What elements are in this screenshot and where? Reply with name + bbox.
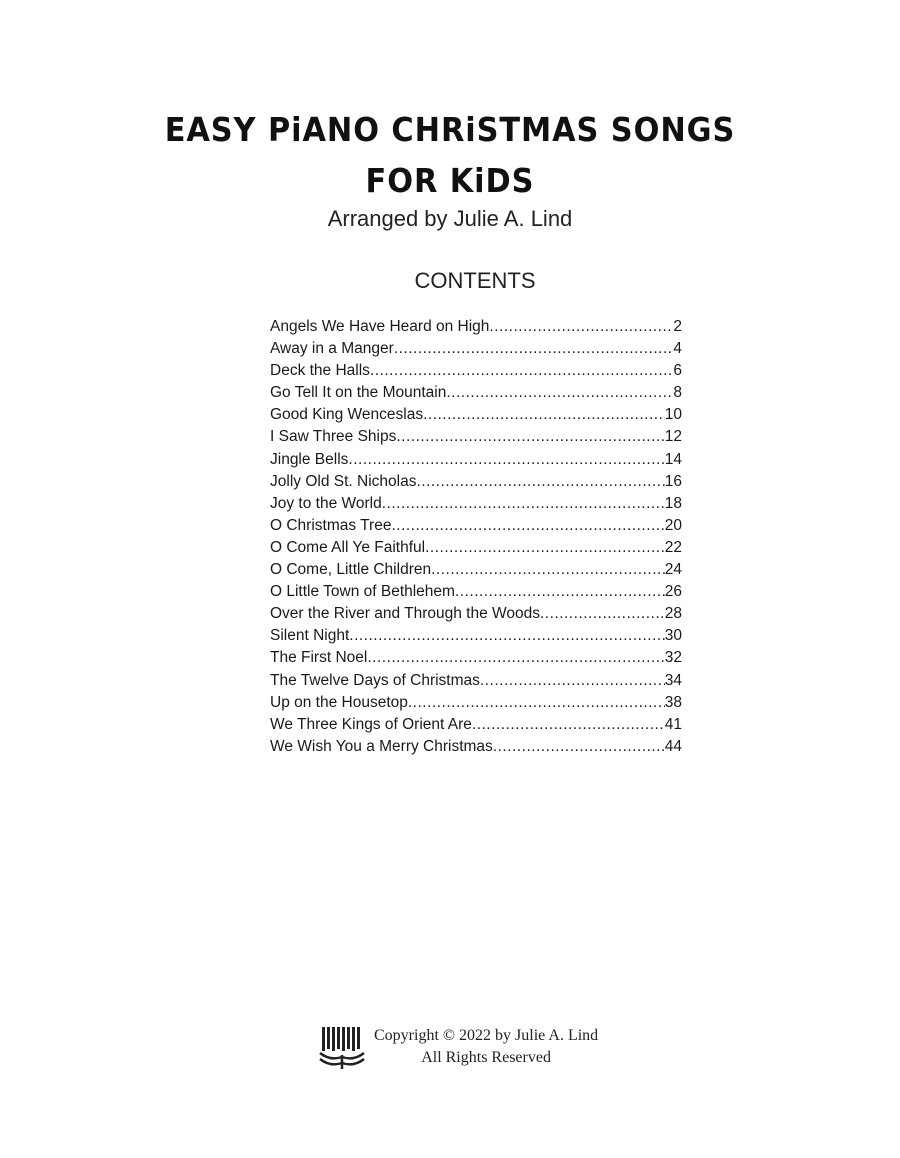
- table-of-contents: [270, 316, 682, 758]
- toc-entry-page: 28: [664, 605, 682, 623]
- toc-dot-leader: [455, 581, 665, 603]
- toc-dot-leader: [394, 338, 674, 360]
- toc-entry: [270, 603, 682, 625]
- toc-entry-page: 20: [664, 516, 682, 534]
- contents-heading: CONTENTS: [414, 268, 536, 293]
- toc-entry-page: 10: [664, 406, 682, 424]
- toc-entry-page: 4: [673, 340, 682, 358]
- toc-entry: [270, 647, 682, 669]
- toc-entry-title: The Twelve Days of Christmas: [270, 671, 480, 689]
- toc-entry-page: 32: [664, 649, 682, 667]
- page-title-line-2: FOR KiDS: [365, 161, 535, 200]
- toc-entry-page: 30: [664, 627, 682, 645]
- toc-entry: [270, 537, 682, 559]
- toc-dot-leader: [370, 360, 673, 382]
- toc-entry-page: 38: [664, 693, 682, 711]
- toc-entry-title: O Come, Little Children: [270, 561, 432, 579]
- toc-entry-title: Away in a Manger: [270, 340, 394, 358]
- copyright-text: Copyright © 2022 by Julie A. Lind: [374, 1027, 599, 1044]
- toc-entry-title: Deck the Halls: [270, 362, 370, 380]
- toc-entry-title: Go Tell It on the Mountain: [270, 384, 447, 402]
- toc-entry: [270, 382, 682, 404]
- toc-entry-page: 2: [673, 318, 682, 335]
- toc-entry-title: Over the River and Through the Woods: [270, 605, 540, 623]
- toc-entry-page: 18: [664, 494, 682, 512]
- toc-dot-leader: [349, 625, 664, 647]
- arranger-subtitle: Arranged by Julie A. Lind: [327, 206, 573, 231]
- toc-entry-page: 8: [673, 384, 682, 402]
- toc-dot-leader: [367, 647, 664, 669]
- toc-entry-title: Up on the Housetop: [270, 693, 408, 711]
- toc-dot-leader: [446, 382, 673, 404]
- toc-entry-title: We Three Kings of Orient Are: [270, 715, 472, 733]
- toc-entry: [270, 581, 682, 603]
- toc-entry-page: 24: [664, 561, 682, 579]
- toc-entry-page: 26: [664, 583, 682, 601]
- toc-entry: [270, 714, 682, 736]
- toc-entry: [270, 449, 682, 471]
- toc-entry-title: Joy to the World: [270, 494, 382, 512]
- toc-entry: [270, 338, 682, 360]
- toc-entry: [270, 493, 682, 515]
- toc-dot-leader: [480, 670, 665, 692]
- toc-entry-page: 22: [664, 538, 682, 556]
- toc-entry: [270, 360, 682, 382]
- toc-entry: [270, 471, 682, 493]
- toc-entry-title: I Saw Three Ships: [270, 428, 397, 446]
- toc-dot-leader: [423, 404, 665, 426]
- toc-dot-leader: [382, 493, 665, 515]
- toc-dot-leader: [416, 471, 664, 493]
- toc-dot-leader: [408, 692, 665, 714]
- toc-entry-title: Silent Night: [270, 627, 350, 645]
- toc-entry-title: O Come All Ye Faithful: [270, 538, 426, 556]
- toc-dot-leader: [540, 603, 665, 625]
- toc-dot-leader: [493, 736, 665, 758]
- rights-text: All Rights Reserved: [421, 1049, 551, 1066]
- toc-entry-page: 34: [664, 671, 682, 689]
- toc-entry: [270, 670, 682, 692]
- toc-entry-title: O Christmas Tree: [270, 516, 392, 534]
- toc-entry: [270, 625, 682, 647]
- toc-entry: [270, 404, 682, 426]
- toc-dot-leader: [425, 537, 665, 559]
- toc-entry-title: Angels We Have Heard on High: [270, 318, 490, 335]
- toc-entry-page: 6: [673, 362, 682, 380]
- toc-dot-leader: [391, 515, 664, 537]
- toc-entry-title: O Little Town of Bethlehem: [270, 583, 455, 601]
- toc-entry: [270, 515, 682, 537]
- copyright-footer: [318, 1025, 598, 1071]
- piano-book-logo-icon: [318, 1025, 366, 1071]
- toc-entry-page: 14: [664, 450, 682, 468]
- toc-entry: [270, 692, 682, 714]
- toc-dot-leader: [472, 714, 665, 736]
- page-title-line-1: EASY PiANO CHRiSTMAS SONGS: [164, 110, 736, 149]
- toc-entry-page: 41: [664, 715, 682, 733]
- toc-dot-leader: [396, 426, 664, 448]
- toc-entry-page: 16: [664, 472, 682, 490]
- toc-entry-title: Jolly Old St. Nicholas: [270, 472, 417, 490]
- toc-entry: [270, 559, 682, 581]
- toc-entry-page: 12: [664, 428, 682, 446]
- toc-entry-title: Good King Wenceslas: [270, 406, 424, 424]
- toc-entry-title: We Wish You a Merry Christmas: [270, 737, 493, 755]
- toc-entry-title: The First Noel: [270, 649, 368, 667]
- toc-entry-page: 44: [664, 737, 682, 755]
- toc-dot-leader: [489, 316, 673, 338]
- toc-dot-leader: [431, 559, 665, 581]
- toc-entry: [270, 736, 682, 758]
- toc-entry-title: Jingle Bells: [270, 450, 349, 468]
- toc-entry: [270, 426, 682, 448]
- toc-dot-leader: [348, 449, 664, 471]
- toc-entry: [270, 316, 682, 338]
